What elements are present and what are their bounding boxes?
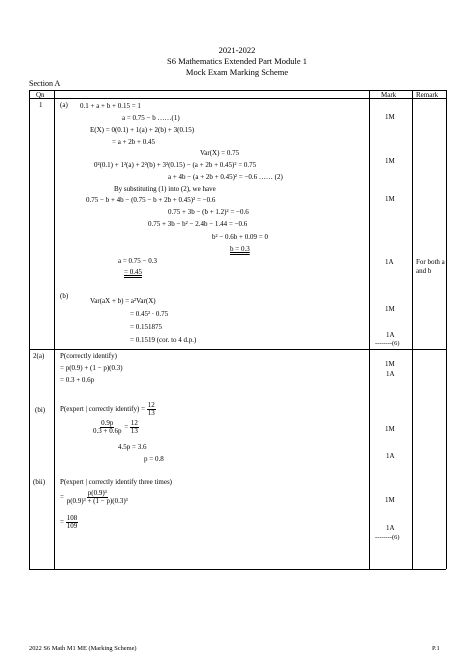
q2-part-bi-label: (bi) [35,406,46,414]
mark: 1A [386,452,395,460]
q2-expert-expression [60,402,156,417]
mark: 1M [385,425,395,433]
mark-total: --------(6) [375,340,400,347]
q1-line: Var(X) = 0.75 [200,149,240,157]
fraction-108-109 [66,515,79,530]
q1-line: b = 0.3 [230,245,250,253]
q2-line: = p(0.9) + (1 − p)(0.3) [60,364,123,372]
column-qn: Qn [36,91,45,99]
denominator: 13 [147,409,155,417]
q1-line: 0.75 + 3b − b² − 2.4b − 1.44 = −0.6 [148,220,248,228]
mark: 1M [385,157,395,165]
q1-line: = a + 2b + 0.45 [112,138,155,146]
denominator: 13 [130,427,138,435]
q1-line: a = 0.75 − 0.3 [118,257,158,265]
mark: 1M [385,496,395,504]
q1-line: a = 0.75 − b ……(1) [122,114,180,122]
q2-line: P(correctly identify) [60,352,117,360]
document-title: Mock Exam Marking Scheme [185,67,289,77]
mark: 1A [386,331,395,339]
fraction-probability [66,490,129,505]
year-heading: 2021-2022 [218,45,256,55]
q2-line: P(expert | correctly identify) = [60,405,146,414]
q1-line: 0.75 − b + 4b − (0.75 − b + 2b + 0.45)² = −0.6 [86,196,216,204]
numerator: 12 [147,401,155,409]
mark: 1A [385,258,394,266]
q1-line: 0.1 + a + b + 0.15 = 1 [80,102,141,110]
numerator: p(0.9)³ [87,489,107,497]
q2-line: 4.5p = 3.6 [118,443,147,451]
mark: 1A [386,524,395,532]
denominator: p(0.9)³ + (1 − p)(0.3)³ [66,497,128,505]
q1-line: 0²(0.1) + 1²(a) + 2²(b) + 3²(0.15) − (a + 2b + 0.45)² = 0.75 [94,161,257,169]
page-number: P.1 [432,645,440,652]
equals: = [60,518,66,527]
q1-line: = 0.45 [124,268,142,276]
column-remark: Remark [416,91,439,99]
q2-line: = 0.3 + 0.6p [60,376,95,384]
q1-line: Var(aX + b) = a²Var(X) [90,297,156,305]
q2-equation [92,420,139,435]
fraction-12-13 [130,420,139,435]
q1-line: = 0.1519 (cor. to 4 d.p.) [130,336,197,344]
remark: and b [416,267,432,275]
q1-line: a + 4b − (a + 2b + 0.45)² = −0.6 …… (2) [168,173,283,181]
equals: = [124,423,130,432]
mark: 1M [385,305,395,313]
column-mark: Mark [381,91,397,99]
q2-bii-answer [60,515,78,530]
q2-number: 2(a) [33,352,45,360]
course-heading: S6 Mathematics Extended Part Module 1 [167,56,307,66]
remark: For both a [416,258,445,266]
q2-line: p = 0.8 [144,455,164,463]
denominator: 0.3 + 0.6p [93,427,122,435]
denominator: 109 [66,522,78,530]
mark: 1A [386,370,395,378]
q1-line: By substituting (1) into (2), we have [114,185,216,193]
mark: 1M [385,195,395,203]
q2-part-bii-label: (bii) [33,478,46,486]
numerator: 108 [66,514,78,522]
mark: 1M [385,360,395,368]
equals: = [60,493,66,502]
q1-part-a-label: (a) [60,101,68,109]
q1-number: 1 [39,101,43,109]
q2-bii-expression [60,490,129,505]
q1-line: E(X) = 0(0.1) + 1(a) + 2(b) + 3(0.15) [90,126,195,134]
q2-line: P(expert | correctly identify three times) [60,478,172,486]
q1-line: = 0.45² · 0.75 [130,310,169,318]
q1-line: = 0.151875 [130,323,162,331]
numerator: 12 [130,419,138,427]
fraction-12-13 [147,402,156,417]
section-label: Section A [29,79,61,88]
mark: 1M [385,113,395,121]
q1-line: b² − 0.6b + 0.09 = 0 [212,233,268,241]
numerator: 0.9p [101,419,114,427]
footer-left: 2022 S6 Math M1 ME (Marking Scheme) [29,645,137,652]
q1-line: 0.75 + 3b − (b + 1.2)² = −0.6 [168,208,249,216]
mark-total: --------(6) [375,534,400,541]
fraction-p-expression [92,420,122,435]
q1-part-b-label: (b) [60,292,69,300]
